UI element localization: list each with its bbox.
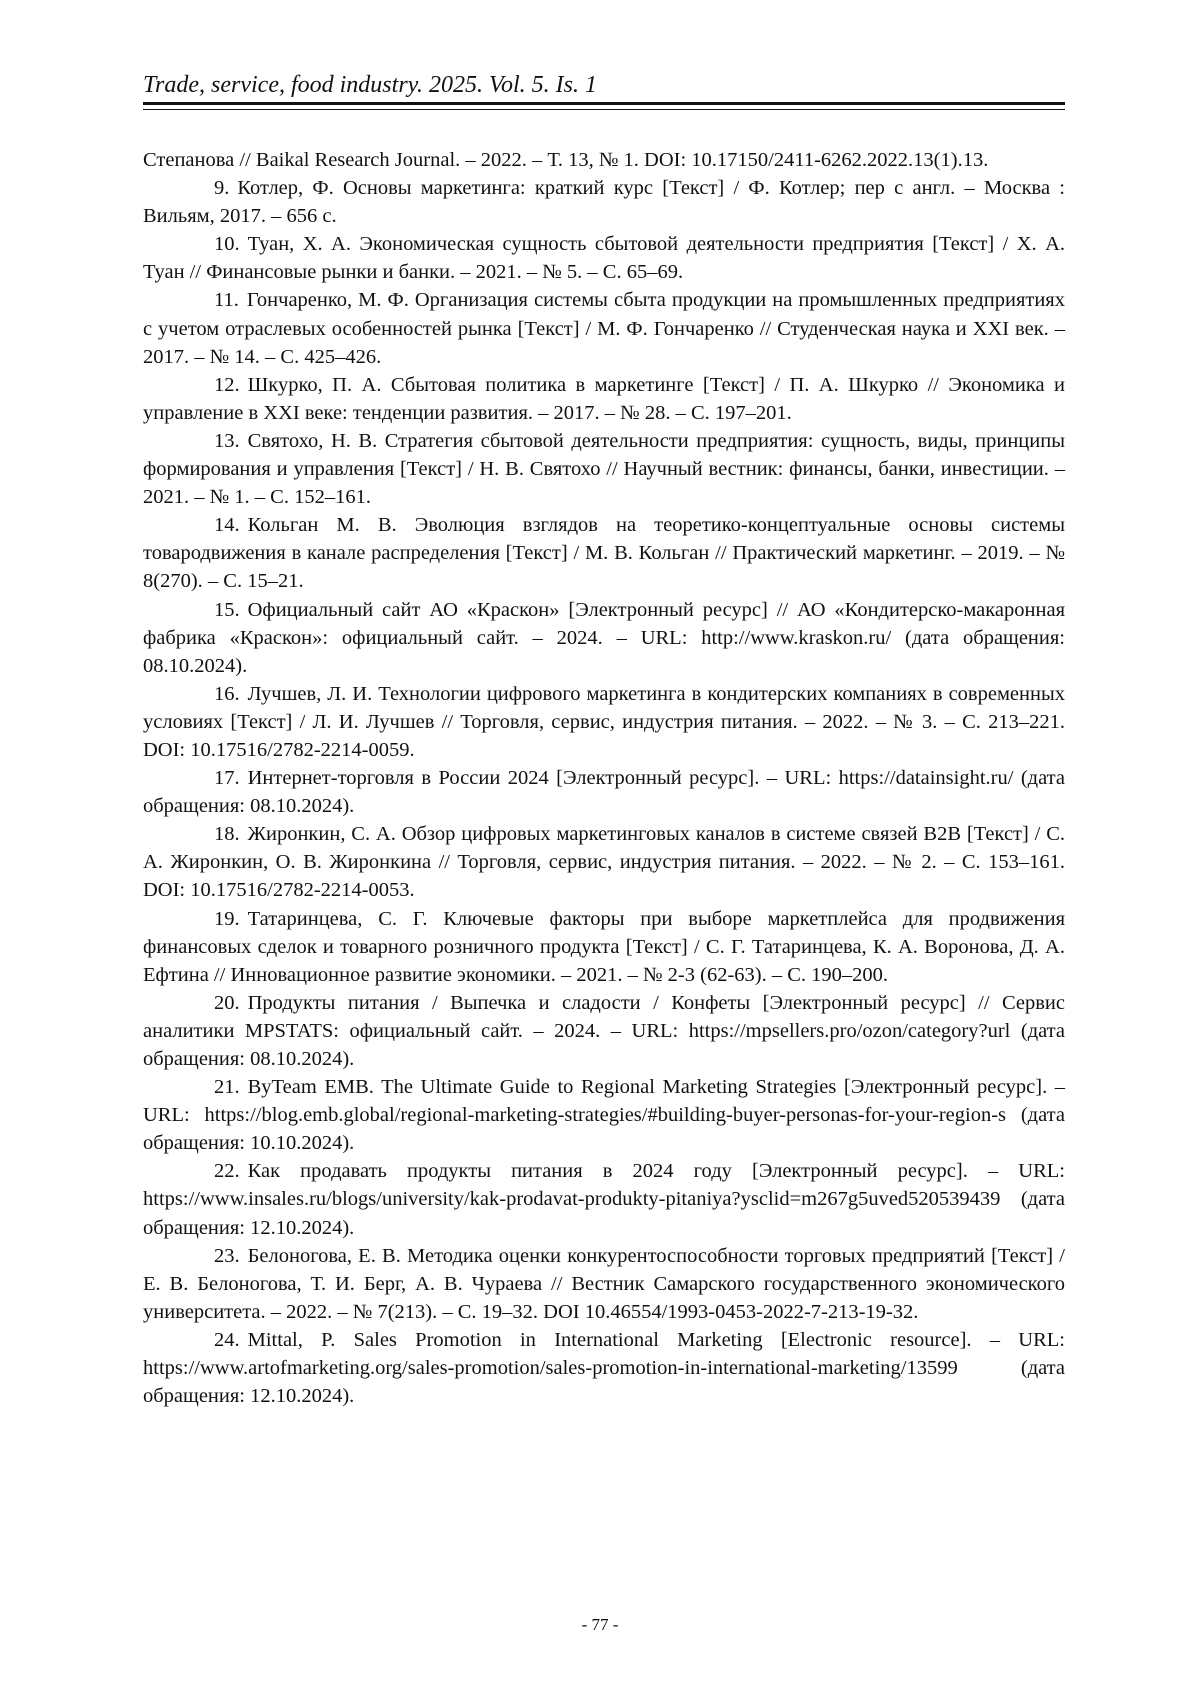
reference-number: 17. xyxy=(214,767,240,789)
document-page xyxy=(0,0,1200,1697)
reference-item xyxy=(143,286,1065,370)
reference-number: 22. xyxy=(214,1160,240,1182)
reference-text: Белоногова, Е. В. Методика оценки конкурентоспособности торговых предприятий [Текст] / Е. В. Белоногова, Т. И. Берг, А. В. Чураева // Вестник Самарского государственного экономического университета. – 2022. – № 7(213). – С. 19–32. DOI 10.46554/1993-0453-2022-7-213-19-32. xyxy=(143,1245,1065,1323)
reference-item xyxy=(143,371,1065,427)
reference-text: Mittal, P. Sales Promotion in International Marketing [Electronic resource]. – URL: https://www.artofmarketing.org/sales-promotion/sales-promotion-in-international-marketing/13599 (дата обращения: 12.10.2024). xyxy=(143,1329,1065,1407)
reference-text: ByTeam EMB. The Ultimate Guide to Regional Marketing Strategies [Электронный ресурс]. – URL: https://blog.emb.global/regional-marketing-strategies/#building-buyer-personas-for-your-region-s (дата обращения: 10.10.2024). xyxy=(143,1076,1065,1154)
header-double-rule xyxy=(143,102,1065,110)
reference-text: Интернет-торговля в России 2024 [Электронный ресурс]. – URL: https://datainsight.ru/ (дата обращения: 08.10.2024). xyxy=(143,767,1065,817)
reference-list xyxy=(143,146,1065,1410)
reference-number: 20. xyxy=(214,992,240,1014)
reference-item xyxy=(143,1326,1065,1410)
reference-item xyxy=(143,1157,1065,1241)
reference-item xyxy=(143,230,1065,286)
page-number: - 77 - xyxy=(0,1614,1200,1636)
reference-number: 10. xyxy=(214,233,240,255)
reference-text: Продукты питания / Выпечка и сладости / Конфеты [Электронный ресурс] // Сервис аналитики MPSTATS: официальный сайт. – 2024. – URL: https://mpsellers.pro/ozon/category?url (дата обращения: 08.10.2024). xyxy=(143,992,1065,1070)
reference-text: Лучшев, Л. И. Технологии цифрового маркетинга в кондитерских компаниях в современных условиях [Текст] / Л. И. Лучшев // Торговля, сервис, индустрия питания. – 2022. – № 3. – С. 213–221. DOI: 10.17516/2782-2214-0059. xyxy=(143,683,1065,761)
reference-item xyxy=(143,764,1065,820)
reference-text: Татаринцева, С. Г. Ключевые факторы при выборе маркетплейса для продвижения финансовых сделок и товарного розничного продукта [Текст] / С. Г. Татаринцева, К. А. Воронова, Д. А. Ефтина // Инновационное развитие экономики. – 2021. – № 2-3 (62-63). – С. 190–200. xyxy=(143,908,1065,986)
reference-number: 18. xyxy=(214,823,240,845)
reference-text: Шкурко, П. А. Сбытовая политика в маркетинге [Текст] / П. А. Шкурко // Экономика и управление в XXI веке: тенденции развития. – 2017. – № 28. – С. 197–201. xyxy=(143,374,1065,424)
reference-text: Жиронкин, С. А. Обзор цифровых маркетинговых каналов в системе связей B2B [Текст] / С. А. Жиронкин, О. В. Жиронкина // Торговля, сервис, индустрия питания. – 2022. – № 2. – С. 153–161. DOI: 10.17516/2782-2214-0053. xyxy=(143,823,1065,901)
reference-item xyxy=(143,511,1065,595)
reference-text: Святохо, Н. В. Стратегия сбытовой деятельности предприятия: сущность, виды, принципы формирования и управления [Текст] / Н. В. Святохо // Научный вестник: финансы, банки, инвестиции. – 2021. – № 1. – С. 152–161. xyxy=(143,430,1065,508)
reference-number: 9. xyxy=(214,177,229,199)
reference-item xyxy=(143,174,1065,230)
reference-number: 21. xyxy=(214,1076,240,1098)
journal-running-header: Trade, service, food industry. 2025. Vol. 5. Is. 1 xyxy=(143,70,1065,100)
reference-number: 15. xyxy=(214,599,240,621)
reference-item xyxy=(143,596,1065,680)
reference-number: 16. xyxy=(214,683,240,705)
reference-item xyxy=(143,989,1065,1073)
reference-text: Кольган М. В. Эволюция взглядов на теоретико-концептуальные основы системы товародвижения в канале распределения [Текст] / М. В. Кольган // Практический маркетинг. – 2019. – № 8(270). – С. 15–21. xyxy=(143,514,1065,592)
reference-item xyxy=(143,905,1065,989)
reference-number: 11. xyxy=(214,289,239,311)
reference-text: Котлер, Ф. Основы маркетинга: краткий курс [Текст] / Ф. Котлер; пер с англ. – Москва : Вильям, 2017. – 656 с. xyxy=(143,177,1065,227)
reference-number: 24. xyxy=(214,1329,240,1351)
reference-number: 13. xyxy=(214,430,240,452)
reference-item xyxy=(143,1073,1065,1157)
reference-item xyxy=(143,427,1065,511)
reference-item xyxy=(143,820,1065,904)
reference-text: Официальный сайт АО «Краскон» [Электронный ресурс] // АО «Кондитерско-макаронная фабрика «Краскон»: официальный сайт. – 2024. – URL: http://www.kraskon.ru/ (дата обращения: 08.10.2024). xyxy=(143,599,1065,677)
reference-number: 19. xyxy=(214,908,240,930)
reference-number: 23. xyxy=(214,1245,240,1267)
reference-item xyxy=(143,1242,1065,1326)
reference-text: Степанова // Baikal Research Journal. – 2022. – Т. 13, № 1. DOI: 10.17150/2411-6262.2022.13(1).13. xyxy=(143,149,988,171)
reference-item xyxy=(143,680,1065,764)
reference-text: Туан, Х. А. Экономическая сущность сбытовой деятельности предприятия [Текст] / Х. А. Туан // Финансовые рынки и банки. – 2021. – № 5. – С. 65–69. xyxy=(143,233,1065,283)
reference-number: 12. xyxy=(214,374,240,396)
reference-item xyxy=(143,146,1065,174)
reference-number: 14. xyxy=(214,514,240,536)
reference-text: Как продавать продукты питания в 2024 году [Электронный ресурс]. – URL: https://www.insales.ru/blogs/university/kak-prodavat-produkty-pitaniya?ysclid=m267g5uved520539439 (дата обращения: 12.10.2024). xyxy=(143,1160,1065,1238)
reference-text: Гончаренко, М. Ф. Организация системы сбыта продукции на промышленных предприятиях с учетом отраслевых особенностей рынка [Текст] / М. Ф. Гончаренко // Студенческая наука и XXI век. – 2017. – № 14. – С. 425–426. xyxy=(143,289,1065,367)
